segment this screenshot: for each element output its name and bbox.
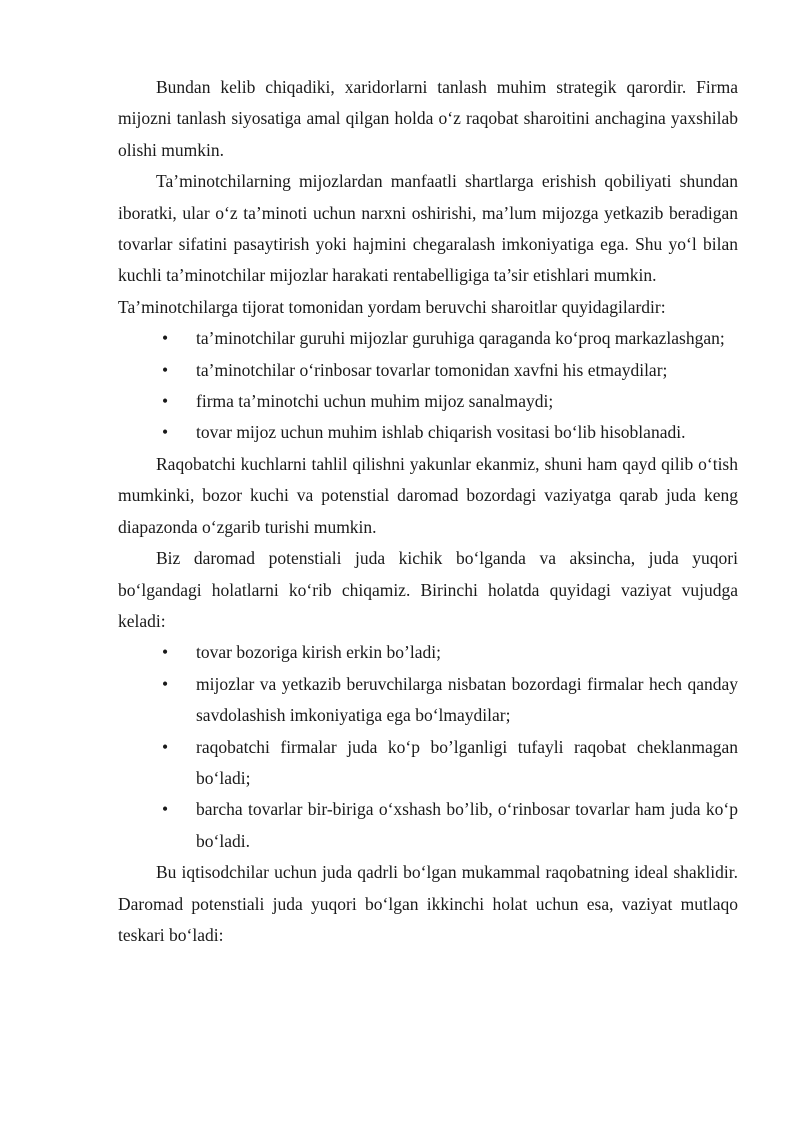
list-item (162, 637, 738, 668)
paragraph-competitive-analysis: Raqobatchi kuchlarni tahlil qilishni yakunlar ekanmiz, shuni ham qayd qilib o‘tish mumkinki, bozor kuchi va potenstial daromad bozordagi vaziyatga qarab juda keng diapazonda o‘zgarib turishi mumkin. (118, 453, 738, 537)
bullet-icon: • (162, 736, 169, 757)
supplier-conditions-list (118, 323, 738, 449)
paragraph-supplier-choice: Bundan kelib chiqadiki, xaridorlarni tanlash muhim strategik qarordir. Firma mijozni tanlash siyosatiga amal qilgan holda o‘z raqobat sharoitini anchagina yaxshilab olishi mumkin. (118, 77, 738, 160)
list-item (162, 732, 738, 795)
paragraph-perfect-competition: Bu iqtisodchilar uchun juda qadrli bo‘lgan mukammal raqobatning ideal shaklidir. Daromad potenstiali juda yuqori bo‘lgan ikkinchi holat uchun esa, vaziyat mutlaqo teskari bo‘ladi: (118, 862, 738, 945)
bullet-icon: • (162, 642, 169, 663)
list-item-text: tovar bozoriga kirish erkin bo’ladi; (196, 642, 441, 663)
bullet-icon: • (162, 391, 169, 412)
list-item-text: barcha tovarlar bir-biriga o‘xshash bo’lib, o‘rinbosar tovarlar ham juda ko‘p bo‘ladi. (196, 799, 738, 851)
bullet-icon: • (162, 328, 169, 349)
list-item-text: firma ta’minotchi uchun muhim mijoz sanalmaydi; (196, 391, 554, 412)
paragraph-supplier-conditions-intro: Ta’minotchilarga tijorat tomonidan yordam beruvchi sharoitlar quyidagilardir: (118, 296, 666, 317)
bullet-icon: • (162, 422, 169, 443)
bullet-icon: • (162, 799, 169, 820)
paragraph-supplier-power: Ta’minotchilarning mijozlardan manfaatli shartlarga erishish qobiliyati shundan iboratki, ular o‘z ta’minoti uchun narxni oshirishi, ma’lum mijozga yetkazib beradigan tovarlar sifatini pasaytirish yoki hajmini chegaralash imkoniyatiga ega. Shu yo‘l bilan kuchli ta’minotchilar mijozlar harakati rentabelligiga ta’sir etishlari mumkin. (118, 171, 738, 286)
list-item-text: ta’minotchilar guruhi mijozlar guruhiga qaraganda ko‘proq markazlashgan; (196, 328, 725, 349)
paragraph-low-potential-intro: Biz daromad potenstiali juda kichik bo‘lganda va aksincha, juda yuqori bo‘lgandagi holatlarni ko‘rib chiqamiz. Birinchi holatda quyidagi vaziyat vujudga keladi: (118, 548, 738, 631)
list-item (162, 323, 738, 354)
list-item-text: mijozlar va yetkazib beruvchilarga nisbatan bozordagi firmalar hech qanday savdolashish imkoniyatiga ega bo‘lmaydilar; (196, 673, 738, 726)
low-potential-conditions-list (118, 637, 738, 857)
list-item (162, 669, 738, 732)
list-item-text: raqobatchi firmalar juda ko‘p bo’lganligi tufayli raqobat cheklanmagan bo‘ladi; (196, 736, 738, 788)
list-item (162, 386, 738, 417)
list-item (162, 417, 738, 448)
list-item (162, 794, 738, 857)
bullet-icon: • (162, 359, 169, 380)
list-item-text: ta’minotchilar o‘rinbosar tovarlar tomonidan xavfni his etmaydilar; (196, 359, 668, 380)
bullet-icon: • (162, 673, 169, 694)
document-page (118, 72, 738, 951)
list-item (162, 355, 738, 386)
list-item-text: tovar mijoz uchun muhim ishlab chiqarish vositasi bo‘lib hisoblanadi. (196, 422, 686, 443)
